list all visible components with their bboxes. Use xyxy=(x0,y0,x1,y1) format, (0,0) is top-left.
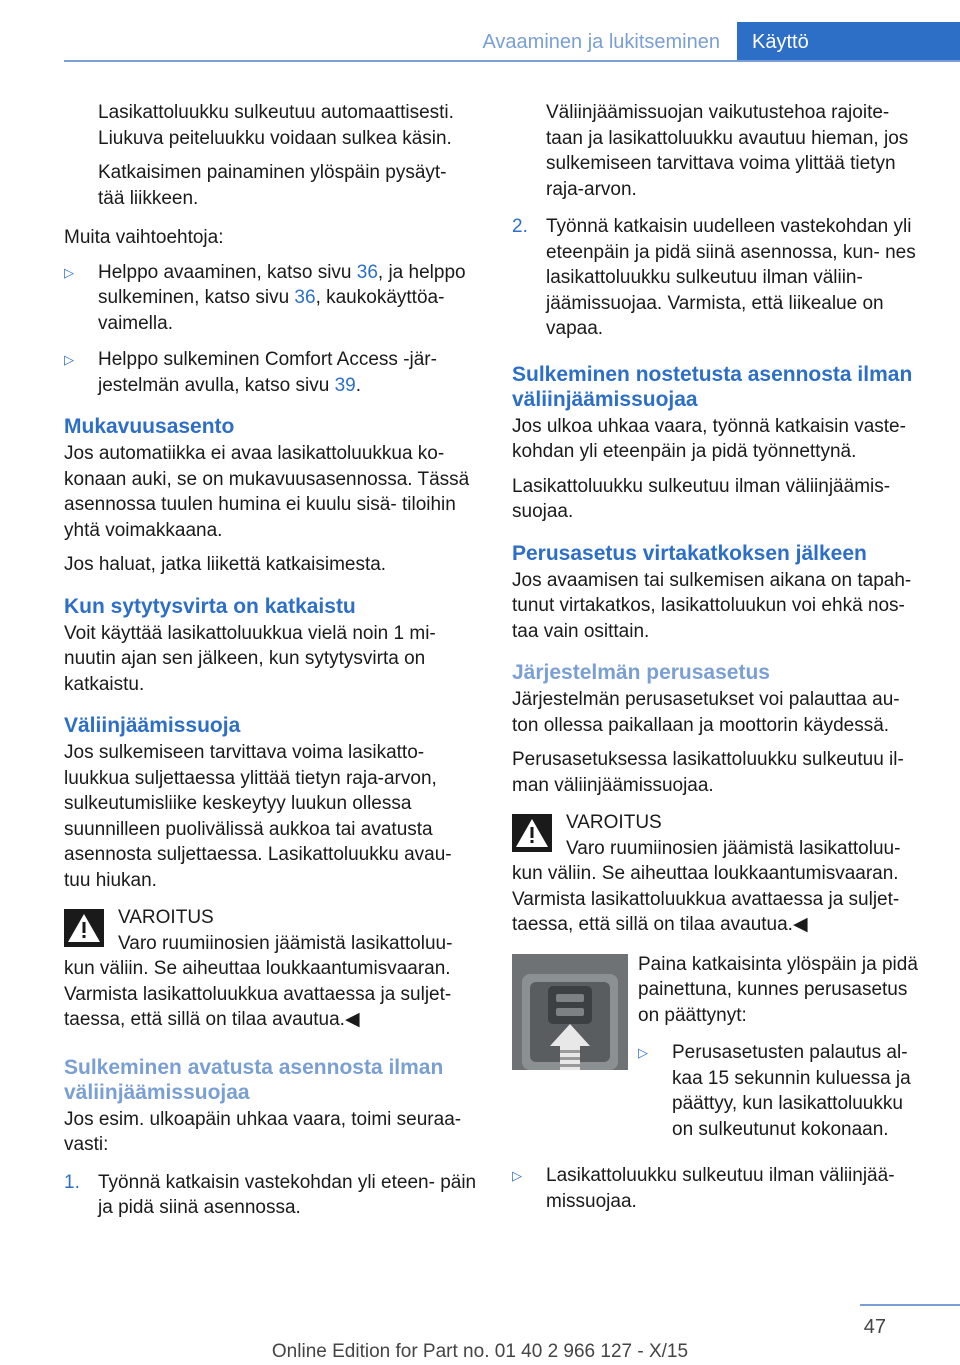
paragraph: Jos ulkoa uhkaa vaara, työnnä katkaisin vaste‐ kohdan yli eteenpäin ja pidä työnnettynä. xyxy=(512,415,906,462)
paragraph: Järjestelmän perusasetukset voi palauttaa au‐ ton ollessa paikallaan ja moottorin käydessä. xyxy=(512,689,900,736)
paragraph: Väliinjäämissuojan vaikutustehoa rajoite‐ taan ja lasikattoluukku avautuu hieman, jos sulkemiseen tarvittava voima ylittää tietyn raja-arvon. xyxy=(546,102,909,200)
warning-first-line: Varo ruumiinosien jäämistä lasikattoluu‐ xyxy=(118,932,453,954)
list-item xyxy=(64,1170,478,1221)
paragraph: Perusasetuksessa lasikattoluukku sulkeutuu il‐ man väliinjäämissuojaa. xyxy=(512,749,904,796)
paragraph: Paina katkaisinta ylöspäin ja pidä painettuna, kunnes perusasetus on päättynyt: xyxy=(638,953,918,1026)
paragraph: Jos avaamisen tai sulkemisen aikana on tapah‐ tunut virtakatkos, lasikattoluukun voi ehkä nos‐ taa vain osittain. xyxy=(512,569,912,642)
triangle-bullet-icon: ▷ xyxy=(64,352,74,367)
page-number: 47 xyxy=(863,1316,886,1338)
warning-text: kun väliin. Se aiheuttaa loukkaantumisvaaran. Varmista lasikattoluukkua avattaessa ja suljet‐ taessa, että sillä on tilaa avautua.◀ xyxy=(64,958,452,1030)
warning-block xyxy=(512,810,926,861)
list-item-text: Helppo sulkeminen Comfort Access -jär‐ jestelmän avulla, katso sivu 39. xyxy=(98,349,437,396)
footer-rule xyxy=(860,1304,960,1306)
left-column xyxy=(64,100,478,1232)
section-heading: Sulkeminen nostetusta asennosta ilman väliinjäämissuojaa xyxy=(512,362,913,411)
header-rule xyxy=(64,60,960,62)
paragraph: Jos haluat, jatka liikettä katkaisimesta. xyxy=(64,554,387,575)
section-heading: Perusasetus virtakatkoksen jälkeen xyxy=(512,541,867,565)
switch-illustration-image xyxy=(512,954,628,1070)
warning-title: VAROITUS xyxy=(566,812,662,833)
list-item-text: Työnnä katkaisin uudelleen vastekohdan yli eteenpäin ja pidä siinä asennossa, kun‐ nes lasikattoluukku sulkeutuu ilman väliin‐ jäämissuojaa. Varmista, että liikealue on vapaa. xyxy=(546,216,916,339)
warning-title: VAROITUS xyxy=(118,907,214,928)
list-item xyxy=(512,1163,926,1214)
running-header-tab: Käyttö xyxy=(737,22,960,62)
running-header-section: Avaaminen ja lukitseminen xyxy=(482,31,720,53)
section-heading: Järjestelmän perusasetus xyxy=(512,661,770,684)
page-link[interactable]: 39 xyxy=(334,374,356,396)
list-number: 1. xyxy=(64,1171,80,1193)
warning-first-line: Varo ruumiinosien jäämistä lasikattoluu‐ xyxy=(566,837,901,859)
warning-triangle-icon xyxy=(64,909,104,947)
page-link[interactable]: 36 xyxy=(356,261,378,283)
list-item xyxy=(64,347,478,398)
list-number: 2. xyxy=(512,216,528,237)
paragraph: Lasikattoluukku sulkeutuu automaattisesti. Liukuva peiteluukku voidaan sulkea käsin. xyxy=(98,102,454,149)
triangle-bullet-icon: ▷ xyxy=(638,1045,648,1060)
section-heading: Mukavuusasento xyxy=(64,415,235,438)
section-heading: Kun sytytysvirta on katkaistu xyxy=(64,594,356,618)
list-item xyxy=(638,1040,926,1142)
paragraph: Katkaisimen painaminen ylöspäin pysäyt‐ tää liikkeen. xyxy=(98,162,447,209)
triangle-bullet-icon: ▷ xyxy=(512,1168,522,1183)
page-link[interactable]: 36 xyxy=(294,287,316,308)
list-item-text: Helppo avaaminen, katso sivu 36, ja helppo sulkeminen, katso sivu 36, kaukokäyttöa‐ vaimella. xyxy=(98,261,466,334)
list-item xyxy=(512,214,926,342)
paragraph: Muita vaihtoehtoja: xyxy=(64,227,224,248)
list-item xyxy=(64,260,478,337)
paragraph: Jos sulkemiseen tarvittava voima lasikatto‐ luukkua suljettaessa ylittää tietyn raja-arvon, sulkeutumisliike keskeytyy luukun ollessa suunnilleen puolivälissä aukkoa tai avatusta asennosta suljettaessa. Lasikattoluukku avau‐ tuu hiukan. xyxy=(64,742,452,891)
warning-block xyxy=(64,905,478,956)
paragraph: Lasikattoluukku sulkeutuu ilman väliinjäämis‐ suojaa. xyxy=(512,475,891,522)
figure-row xyxy=(512,952,926,1154)
paragraph: Jos automatiikka ei avaa lasikattoluukkua ko‐ konaan auki, se on mukavuusasennossa. Tässä asennossa tuulen humina ei kuulu sisä‐ tiloihin yhtä voimakkaana. xyxy=(64,443,470,541)
list-item-text: Perusasetusten palautus al‐ kaa 15 sekunnin kuluessa ja päättyy, kun lasikattoluukku on sulkeutunut kokonaan. xyxy=(672,1042,911,1140)
paragraph: Voit käyttää lasikattoluukkua vielä noin 1 mi‐ nuutin ajan sen jälkeen, kun sytytysvirta on katkaistu. xyxy=(64,622,436,695)
section-heading: Väliinjäämissuoja xyxy=(64,714,241,737)
paragraph: Jos esim. ulkoapäin uhkaa vaara, toimi seuraa‐ vasti: xyxy=(64,1108,462,1155)
list-item-text: Työnnä katkaisin vastekohdan yli eteen‐ päin ja pidä siinä asennossa. xyxy=(98,1171,477,1218)
edition-footer: Online Edition for Part no. 01 40 2 966 127 - X/15 xyxy=(271,1341,689,1362)
roof-switch-illustration xyxy=(512,954,628,1070)
triangle-bullet-icon: ▷ xyxy=(64,264,74,280)
warning-text: kun väliin. Se aiheuttaa loukkaantumisvaaran. Varmista lasikattoluukkua avattaessa ja suljet‐ taessa, että sillä on tilaa avautua.◀ xyxy=(512,863,900,935)
right-column xyxy=(512,100,926,1225)
section-heading: Sulkeminen avatusta asennosta ilman väliinjäämissuojaa xyxy=(64,1055,444,1104)
warning-triangle-icon xyxy=(512,814,552,852)
list-item-text: Lasikattoluukku sulkeutuu ilman väliinjää‐ missuojaa. xyxy=(546,1165,895,1212)
